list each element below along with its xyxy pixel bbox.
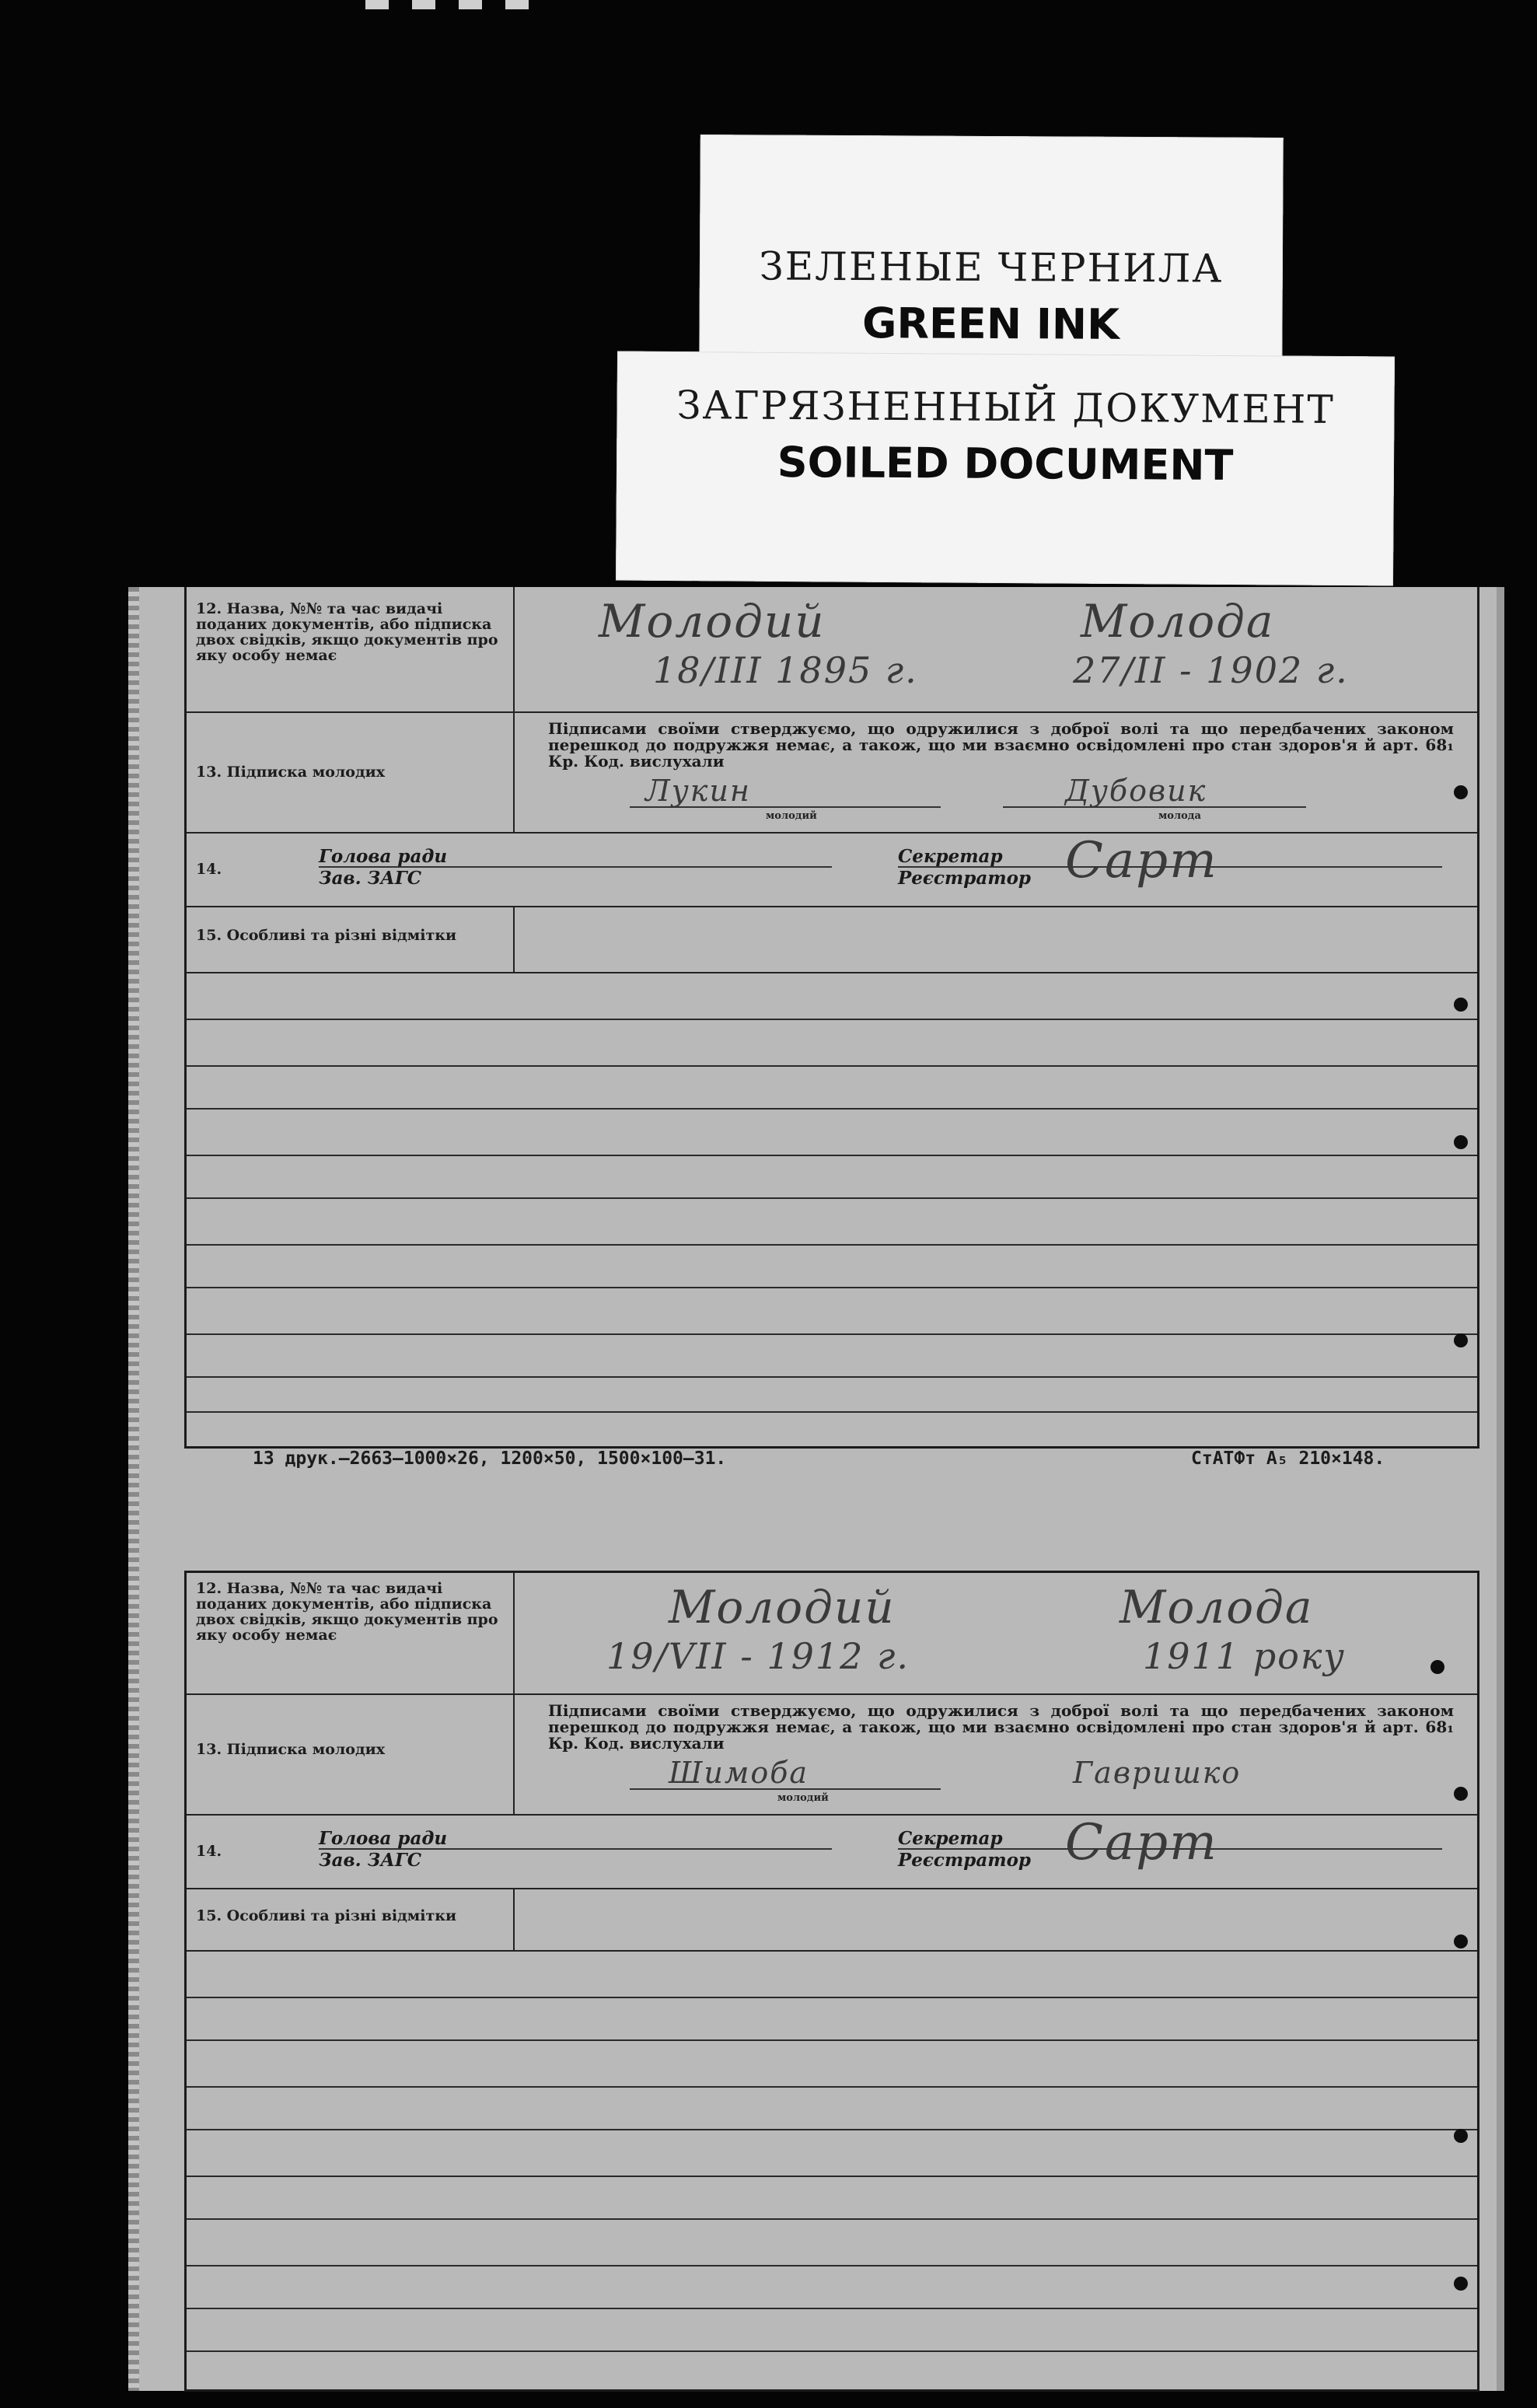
notes-line (187, 1333, 1477, 1335)
notes-line (187, 1019, 1477, 1020)
top-edge-marks (365, 0, 630, 11)
bride-signature: Дубовик (1065, 774, 1207, 808)
caption-bride: молода (1158, 810, 1201, 822)
soiled-document-label-en: SOILED DOCUMENT (777, 437, 1234, 491)
notes-line (187, 1197, 1477, 1199)
declaration-text: Підписами своїми стверджуємо, що одружилися з доброї волі та що передбачених законом перешкод до подружжя немає, а також, що ми взаємно освідомлені про стан здоров'я й арт. 68₁ Кр. Код. вислухали (548, 719, 1454, 771)
head-label: Голова ради (319, 1828, 448, 1849)
groom-word-handwritten: Молодий (599, 595, 826, 648)
notes-line (187, 2129, 1477, 2130)
punch-hole (1454, 998, 1468, 1012)
record-sheet (128, 587, 1504, 2391)
groom-date-handwritten: 18/III 1895 г. (653, 649, 918, 691)
secretary-label: Секретар (898, 1828, 1003, 1849)
row-15 (187, 906, 1477, 973)
edge-mark (459, 0, 482, 9)
notes-line (187, 1065, 1477, 1067)
registrar-signature: Сарт (1065, 1814, 1218, 1872)
green-ink-label (699, 135, 1284, 371)
notes-line (187, 1997, 1477, 1998)
notes-line (187, 2218, 1477, 2220)
row-14 (187, 1814, 1477, 1889)
groom-date-handwritten: 19/VII - 1912 г. (606, 1635, 910, 1677)
declaration-text: Підписами своїми стверджуємо, що одружилися з доброї волі та що передбачених законом перешкод до подружжя немає, а також, що ми взаємно освідомлені про стан здоров'я й арт. 68₁ Кр. Код. вислухали (548, 1701, 1454, 1753)
notes-line (187, 1155, 1477, 1156)
edge-mark (412, 0, 435, 9)
bride-date-handwritten: 1911 року (1143, 1635, 1346, 1677)
form-top (184, 587, 1479, 1449)
secretary-label: Секретар (898, 846, 1003, 867)
form-bottom (184, 1571, 1479, 2392)
row-14 (187, 832, 1477, 907)
notes-line (187, 2039, 1477, 2041)
punch-hole (1454, 1934, 1468, 1948)
sheet-right-edge (1497, 587, 1504, 2391)
notes-line (187, 1244, 1477, 1246)
groom-word-handwritten: Молодий (669, 1581, 896, 1634)
punch-hole (1454, 1135, 1468, 1149)
bride-date-handwritten: 27/II - 1902 г. (1073, 649, 1349, 691)
punch-hole (1454, 1333, 1468, 1347)
item12-label: 12. Назва, №№ та час видачі поданих документів, або підписка двох свідків, якщо документів про яку особу немає (196, 1580, 498, 1644)
registrar-signature: Сарт (1065, 832, 1218, 889)
row-13 (187, 1693, 1477, 1816)
item13-label: 13. Підписка молодих (196, 1741, 386, 1758)
item15-label: 15. Особливі та різні відмітки (196, 1907, 457, 1924)
registrar-label: Реєстратор (898, 1850, 1032, 1871)
soiled-document-label (616, 351, 1395, 586)
row-13 (187, 711, 1477, 834)
zags-label: Зав. ЗАГС (319, 1850, 422, 1871)
form-code: СтАТФт А₅ 210×148. (1191, 1449, 1385, 1469)
item14-label: 14. (196, 861, 222, 878)
bride-word-handwritten: Молода (1081, 595, 1275, 648)
notes-line (187, 2350, 1477, 2352)
notes-line (187, 1376, 1477, 1378)
head-label: Голова ради (319, 846, 448, 867)
punch-hole (1454, 1787, 1468, 1801)
row-15 (187, 1888, 1477, 1952)
item13-label: 13. Підписка молодих (196, 764, 386, 781)
punch-hole (1454, 2129, 1468, 2143)
print-info: 13 друк.—2663—1000×26, 1200×50, 1500×100—31. (253, 1449, 727, 1469)
punch-hole (1430, 1660, 1444, 1674)
sheet-left-edge (128, 587, 139, 2391)
punch-hole (1454, 2277, 1468, 2291)
notes-line (187, 1108, 1477, 1110)
groom-signature: Шимоба (669, 1756, 809, 1790)
green-ink-label-en: GREEN INK (861, 299, 1120, 349)
bride-signature: Гавришко (1073, 1756, 1242, 1790)
caption-groom: молодий (766, 810, 817, 822)
soiled-document-label-ru: ЗАГРЯЗНЕННЫЙ ДОКУМЕНТ (676, 383, 1335, 432)
edge-mark (505, 0, 529, 9)
item12-label: 12. Назва, №№ та час видачі поданих документів, або підписка двох свідків, якщо документів про яку особу немає (196, 600, 498, 664)
caption-groom: молодий (777, 1792, 829, 1804)
groom-signature: Лукин (645, 774, 751, 808)
notes-line (187, 2086, 1477, 2088)
zags-label: Зав. ЗАГС (319, 868, 422, 889)
notes-line (187, 2176, 1477, 2177)
green-ink-label-ru: ЗЕЛЕНЫЕ ЧЕРНИЛА (759, 243, 1224, 292)
notes-line (187, 1411, 1477, 1413)
notes-line (187, 2265, 1477, 2266)
row-12 (187, 1573, 1477, 1695)
punch-hole (1454, 785, 1468, 799)
edge-mark (365, 0, 389, 9)
notes-line (187, 1287, 1477, 1288)
item15-label: 15. Особливі та різні відмітки (196, 927, 457, 944)
notes-line (187, 2308, 1477, 2309)
item14-label: 14. (196, 1843, 222, 1860)
registrar-label: Реєстратор (898, 868, 1032, 889)
row-12 (187, 587, 1477, 713)
bride-word-handwritten: Молода (1120, 1581, 1314, 1634)
